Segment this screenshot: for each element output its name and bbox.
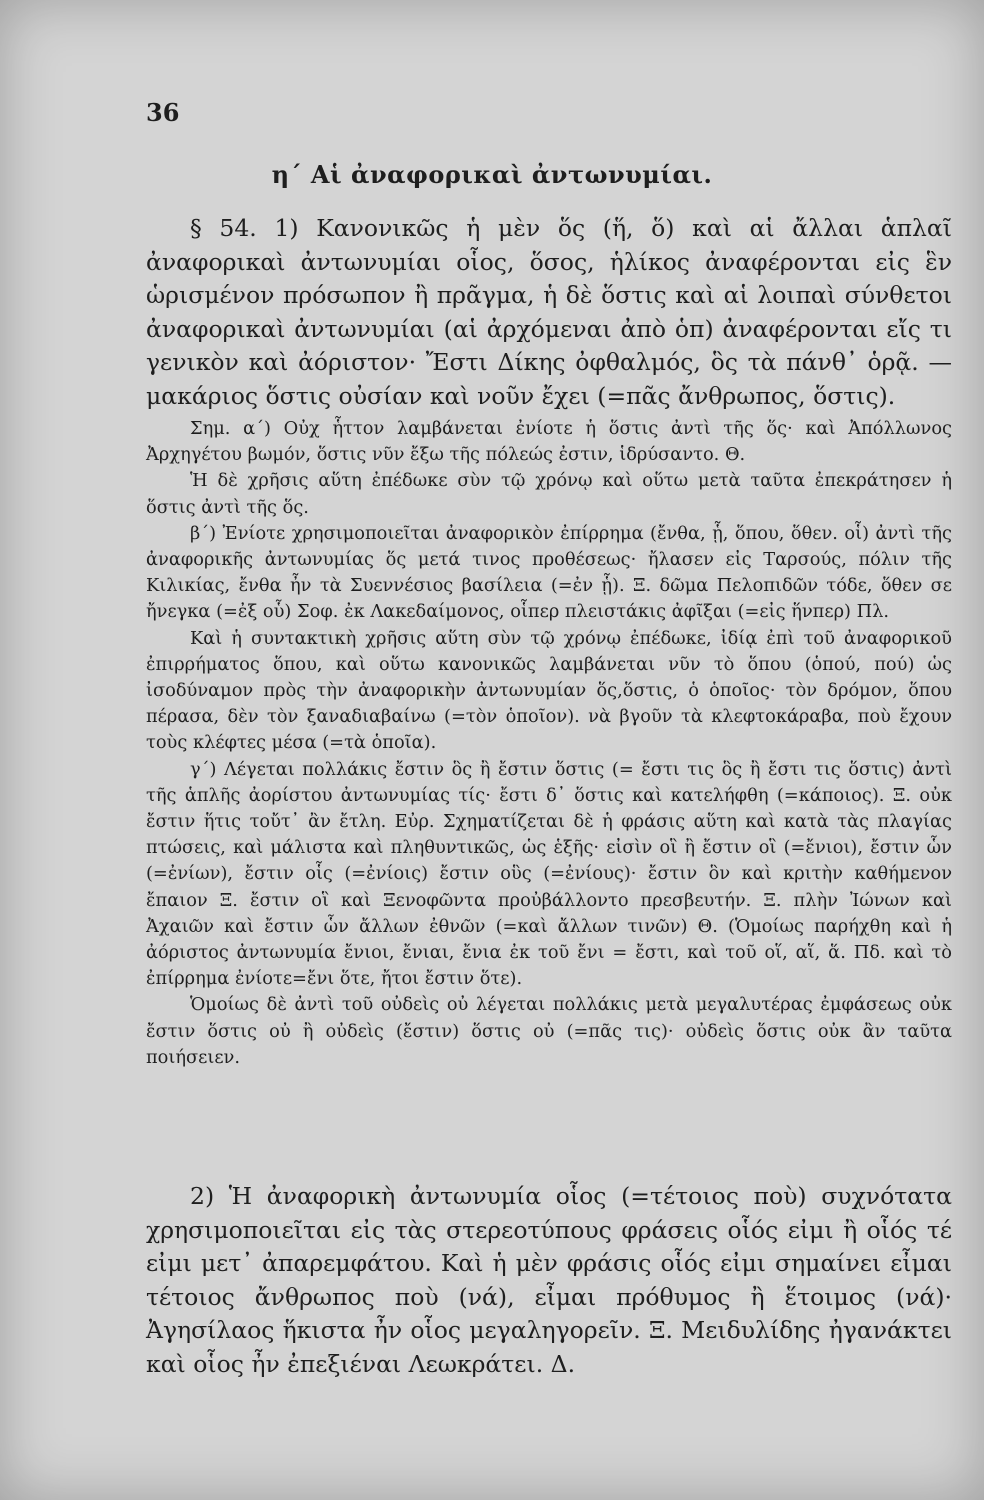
page-number: 36 bbox=[146, 98, 180, 127]
paragraph-section-54 bbox=[146, 212, 952, 414]
note-b-continued: Καὶ ἡ συντακτικὴ χρῆσις αὕτη σὺν τῷ χρόνῳ ἐπέδωκε, ἰδίᾳ ἐπὶ τοῦ ἀναφορικοῦ ἐπιρρήματος ὅπου, καὶ οὕτω κανονικῶς λαμβάνεται νῦν τὸ ὅπου (ὁπού, πού) ὡς ἰσοδύναμον πρὸς τὴν ἀναφορικὴν ἀντωνυμίαν ὅς,ὅστις, ὁ ὁποῖος· τὸν δρόμον, ὅπου πέρασα, δὲν τὸν ξαναδιαβαίνω (=τὸν ὁποῖον). νὰ βγοῦν τὰ κλεφτοκάραβα, ποὺ ἔχουν τοὺς κλέφτες μέσα (=τὰ ὁποῖα). bbox=[146, 627, 952, 754]
section-54-text: § 54. 1) Κανονικῶς ἡ μὲν ὅς (ἥ, ὅ) καὶ αἱ ἄλλαι ἁπλαῖ ἀναφορικαὶ ἀντωνυμίαι οἷος, ὅσος, ἡλίκος ἀναφέρονται εἰς ἓν ὡρισμένον πρόσωπον ἢ πρᾶγμα, ἡ δὲ ὅστις καὶ αἱ λοιπαὶ σύνθετοι ἀναφορικαὶ ἀντωνυμίαι (αἱ ἀρχόμεναι ἀπὸ ὁπ) ἀναφέρονται εἴς τι γενικὸν καὶ ἀόριστον· Ἔστι Δίκης ὀφθαλμός, ὃς τὰ πάνθ᾽ ὁρᾷ. —μακάριος ὅστις οὐσίαν καὶ νοῦν ἔχει (=πᾶς ἄνθρωπος, ὅστις). bbox=[146, 214, 952, 410]
note-c-continued: Ὁμοίως δὲ ἀντὶ τοῦ οὐδεὶς οὐ λέγεται πολλάκις μετὰ μεγαλυτέρας ἐμφάσεως οὐκ ἔστιν ὅστις οὐ ἢ οὐδεὶς (ἔστιν) ὅστις οὐ (=πᾶς τις)· οὐδεὶς ὅστις οὐκ ἂν ταῦτα ποιήσειεν. bbox=[146, 994, 952, 1068]
paragraph-section-2 bbox=[146, 1180, 952, 1382]
section-2-text: 2) Ἡ ἀναφορικὴ ἀντωνυμία οἷος (=τέτοιος ποὺ) συχνότατα χρησιμοποιεῖται εἰς τὰς στερεοτύπους φράσεις οἷός εἰμι ἢ οἷός τέ εἰμι μετ᾽ ἀπαρεμφάτου. Καὶ ἡ μὲν φράσις οἷός εἰμι σημαίνει εἶμαι τέτοιος ἄνθρωπος ποὺ (νά), εἶμαι πρόθυμος ἢ ἕτοιμος (νά)· Ἀγησίλαος ἥκιστα ἦν οἷος μεγαληγορεῖν. Ξ. Μειδυλίδης ἠγανάκτει καὶ οἷος ἦν ἐπεξιέναι Λεωκράτει. Δ. bbox=[146, 1182, 952, 1378]
note-b: β΄) Ἐνίοτε χρησιμοποιεῖται ἀναφορικὸν ἐπίρρημα (ἔνθα, ᾗ, ὅπου, ὅθεν. οἷ) ἀντὶ τῆς ἀναφορικῆς ἀντωνυμίας ὅς μετά τινος προθέσεως· ἤλασεν εἰς Ταρσούς, πόλιν τῆς Κιλικίας, ἔνθα ἦν τὰ Συεννέσιος βασίλεια (=ἐν ᾗ). Ξ. δῶμα Πελοπιδῶν τόδε, ὅθεν σε ἤνεγκα (=ἐξ οὗ) Σοφ. ἐκ Λακεδαίμονος, οἷπερ πλειστάκις ἀφῖξαι (=εἰς ἥνπερ) Πλ. bbox=[146, 522, 952, 623]
note-c: γ΄) Λέγεται πολλάκις ἔστιν ὃς ἢ ἔστιν ὅστις (= ἔστι τις ὃς ἢ ἔστι τις ὅστις) ἀντὶ τῆς ἁπλῆς ἀορίστου ἀντωνυμίας τίς· ἔστι δ᾽ ὅστις καὶ κατελήφθη (=κάποιος). Ξ. οὐκ ἔστιν ἥτις τοὔτ᾽ ἂν ἔτλη. Εὐρ. Σχηματίζεται δὲ ἡ φράσις αὕτη καὶ κατὰ τὰς πλαγίας πτώσεις, καὶ μάλιστα καὶ πληθυντικῶς, ὡς ἑξῆς· εἰσὶν οἳ ἢ ἔστιν οἳ (=ἔνιοι), ἔστιν ὧν (=ἐνίων), ἔστιν οἷς (=ἐνίοις) ἔστιν οὓς (=ἐνίους)· ἔστιν ὃν καὶ κριτὴν καθήμενον ἔπαιον Ξ. ἔστιν οἳ καὶ Ξενοφῶντα προὐβάλλοντο πρεσβευτήν. Ξ. πλὴν Ἰώνων καὶ Ἀχαιῶν καὶ ἔστιν ὧν ἄλλων ἐθνῶν (=καὶ ἄλλων τινῶν) Θ. (Ὁμοίως παρήχθη καὶ ἡ ἀόριστος ἀντωνυμία ἔνιοι, ἔνιαι, ἔνια ἐκ τοῦ ἔνι = ἔστι, καὶ τοῦ οἵ, αἵ, ἅ. Πδ. καὶ τὸ ἐπίρρημα ἐνίοτε=ἔνι ὅτε, ἤτοι ἔστιν ὅτε). bbox=[146, 758, 952, 990]
notes-block bbox=[146, 416, 952, 1071]
note-a: Σημ. α΄) Οὐχ ἧττον λαμβάνεται ἐνίοτε ἡ ὅστις ἀντὶ τῆς ὅς· καὶ Ἀπόλλωνος Ἀρχηγέτου βωμόν, ὅστις νῦν ἔξω τῆς πόλεώς ἐστιν, ἱδρύσαντο. Θ. bbox=[146, 418, 952, 466]
note-a-continued: Ἡ δὲ χρῆσις αὕτη ἐπέδωκε σὺν τῷ χρόνῳ καὶ οὕτω μετὰ ταῦτα ἐπεκράτησεν ἡ ὅστις ἀντὶ τῆς ὅς. bbox=[146, 470, 952, 518]
section-heading: η΄ Αἱ ἀναφορικαὶ ἀντωνυμίαι. bbox=[271, 160, 713, 189]
